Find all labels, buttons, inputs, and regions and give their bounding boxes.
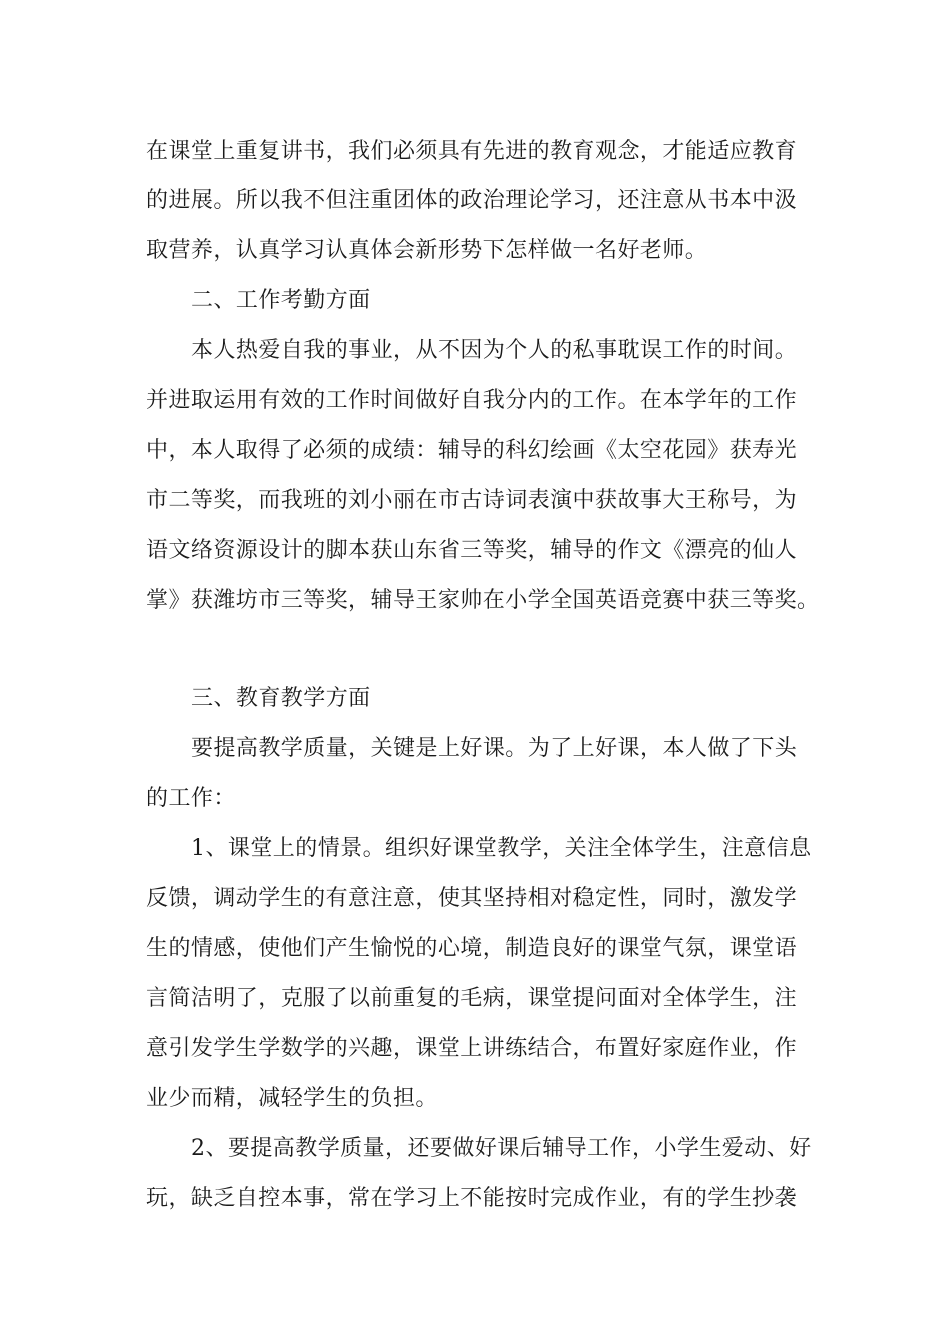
text-line: 意引发学生学数学的兴趣，课堂上讲练结合，布置好家庭作业，作 (146, 1036, 798, 1061)
text-line: 生的情感，使他们产生愉悦的心境，制造良好的课堂气氛，课堂语 (146, 936, 798, 961)
text-line: 言简洁明了，克服了以前重复的毛病，课堂提问面对全体学生，注 (146, 986, 798, 1011)
text-line: 并进取运用有效的工作时间做好自我分内的工作。在本学年的工作 (146, 388, 798, 413)
text-line: 中，本人取得了必须的成绩：辅导的科幻绘画《太空花园》获寿光 (146, 438, 798, 463)
text-line: 本人热爱自我的事业，从不因为个人的私事耽误工作的时间。 (191, 338, 798, 363)
text-line: 取营养，认真学习认真体会新形势下怎样做一名好老师。 (146, 238, 708, 263)
text-line: 在课堂上重复讲书，我们必须具有先进的教育观念，才能适应教育 (146, 139, 798, 164)
text-line: 掌》获潍坊市三等奖，辅导王家帅在小学全国英语竞赛中获三等奖。 (146, 588, 820, 613)
text-line: 要提高教学质量，关键是上好课。为了上好课，本人做了下头 (191, 736, 798, 761)
text-line: 语文络资源设计的脚本获山东省三等奖，辅导的作文《漂亮的仙人 (146, 538, 798, 563)
text-line: 反馈，调动学生的有意注意，使其坚持相对稳定性，同时，激发学 (146, 886, 798, 911)
text-line: 2、要提高教学质量，还要做好课后辅导工作，小学生爱动、好 (191, 1136, 812, 1161)
text-line: 业少而精，减轻学生的负担。 (146, 1086, 438, 1111)
text-line: 1、课堂上的情景。组织好课堂教学，关注全体学生，注意信息 (191, 836, 812, 861)
text-line: 的进展。所以我不但注重团体的政治理论学习，还注意从书本中汲 (146, 188, 798, 213)
text-line: 玩，缺乏自控本事，常在学习上不能按时完成作业，有的学生抄袭 (146, 1186, 798, 1211)
text-line: 市二等奖，而我班的刘小丽在市古诗词表演中获故事大王称号，为 (146, 488, 798, 513)
text-line: 的工作： (146, 786, 236, 811)
section-heading: 二、工作考勤方面 (191, 288, 371, 313)
section-heading: 三、教育教学方面 (191, 686, 371, 711)
